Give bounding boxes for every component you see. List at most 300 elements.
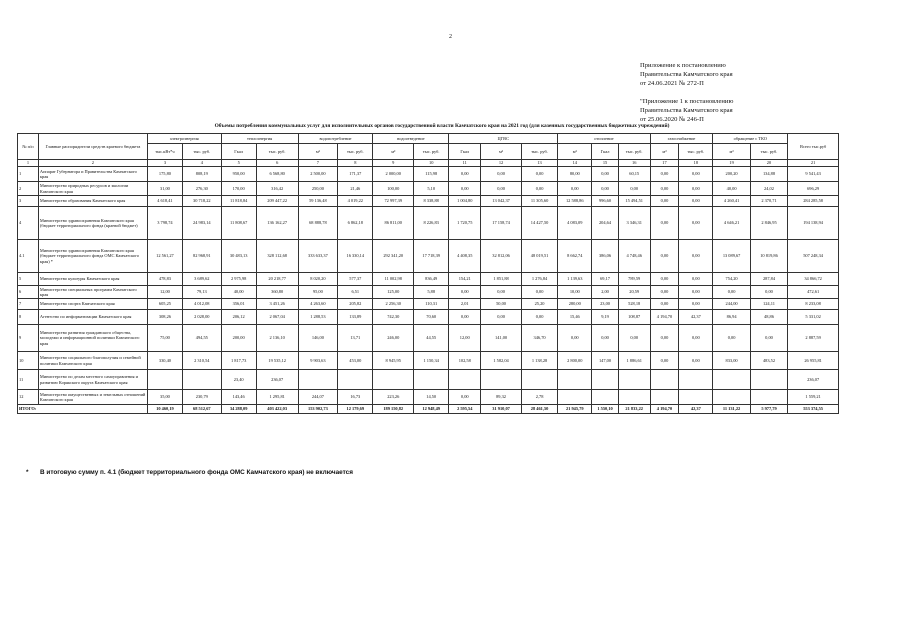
table-cell: 4 408,35 — [449, 240, 481, 273]
row-name: Министерство имущественных и земельных отношений Камчатского края — [38, 390, 147, 405]
table-cell: 0,00 — [679, 182, 713, 196]
header-unit: Гкал — [592, 144, 618, 160]
appendix-line: Правительства Камчатского края — [640, 71, 733, 78]
table-row — [18, 182, 839, 196]
table-cell: 154,21 — [449, 273, 481, 286]
header-column-number: 18 — [679, 160, 713, 167]
table-cell: 95,00 — [298, 286, 338, 299]
table-cell — [650, 370, 679, 390]
total-cell: 153 902,73 — [298, 405, 338, 414]
table-cell: 10,00 — [558, 286, 592, 299]
table-cell: 16 330,14 — [338, 240, 373, 273]
header-unit: м³ — [650, 144, 679, 160]
total-cell: 10 460,19 — [147, 405, 182, 414]
table-cell: 20 218,77 — [256, 273, 298, 286]
table-cell: 25,20 — [521, 299, 557, 310]
header-column-number: 8 — [338, 160, 373, 167]
table-cell: 0,00 — [679, 207, 713, 240]
header-column-number: 5 — [221, 160, 256, 167]
table-cell: 0,00 — [521, 167, 557, 182]
table-cell: 136 162,27 — [256, 207, 298, 240]
row-number: 5 — [18, 273, 39, 286]
table-cell: 44,55 — [414, 325, 449, 352]
table-cell: 0,00 — [481, 286, 522, 299]
table-cell: 19 535,12 — [256, 352, 298, 370]
table-cell: 472,61 — [788, 286, 839, 299]
table-cell: 2,00 — [592, 286, 618, 299]
table-cell: 836,49 — [414, 273, 449, 286]
table-cell: 89,32 — [481, 390, 522, 405]
table-cell: 70,60 — [414, 310, 449, 325]
table-cell: 0,00 — [481, 167, 522, 182]
header-group: ЦГВС — [449, 134, 558, 144]
total-cell: 28 461,50 — [521, 405, 557, 414]
total-label: ИТОГО: — [18, 405, 148, 414]
row-number: 4 — [18, 207, 39, 240]
row-name: Аппарат Губернатора и Правительства Камчатского края — [38, 167, 147, 182]
total-cell: 5 977,79 — [750, 405, 787, 414]
table-cell: 4 618,41 — [147, 196, 182, 207]
header-column-number: 14 — [558, 160, 592, 167]
table-title: Объемы потребления коммунальных услуг для исполнительных органов государственной власти Камчатского края на 2021 год (для казенных государственных бюджетных учреждений) — [214, 123, 670, 129]
header-unit: Гкал — [221, 144, 256, 160]
table-cell — [618, 390, 650, 405]
table-cell: 0,00 — [650, 182, 679, 196]
table-cell: 0,00 — [449, 167, 481, 182]
table-cell: 48,86 — [750, 310, 787, 325]
table-cell: 2 000,00 — [373, 167, 414, 182]
table-cell: 0,00 — [750, 286, 787, 299]
table-cell: 1 886,61 — [618, 352, 650, 370]
table-row — [18, 370, 839, 390]
total-row — [18, 405, 839, 414]
table-cell: 125,00 — [373, 286, 414, 299]
header-column-number: 16 — [618, 160, 650, 167]
table-cell: 30 483,13 — [221, 240, 256, 273]
row-number: 9 — [18, 325, 39, 352]
row-name: Министерство здравоохранения Камчатского края (бюджет территориального фонда ОМС Камчатского края) * — [38, 240, 147, 273]
table-cell: 4 012,08 — [183, 299, 222, 310]
table-cell: 86 811,00 — [373, 207, 414, 240]
table-cell: 146,00 — [298, 325, 338, 352]
header-unit: тыс. руб. — [679, 144, 713, 160]
header-column-number: 21 — [788, 160, 839, 167]
table-cell: 2 136,10 — [256, 325, 298, 352]
table-cell: 0,00 — [650, 167, 679, 182]
row-number: 3 — [18, 196, 39, 207]
row-number: 12 — [18, 390, 39, 405]
table-cell: 1 139,63 — [558, 273, 592, 286]
table-cell — [713, 370, 750, 390]
table-cell: 0,00 — [679, 240, 713, 273]
header-unit: м³ — [481, 144, 522, 160]
table-cell: 577,37 — [338, 273, 373, 286]
table-cell: 1 138,28 — [521, 352, 557, 370]
header-unit: м³ — [558, 144, 592, 160]
header-unit: тыс. руб. — [183, 144, 222, 160]
table-cell: 0,00 — [592, 167, 618, 182]
table-cell: 453,00 — [338, 352, 373, 370]
table-cell — [147, 370, 182, 390]
table-cell: 15,46 — [558, 310, 592, 325]
table-cell: 205,82 — [338, 299, 373, 310]
table-cell: 386,06 — [592, 240, 618, 273]
header-column-number: 2 — [38, 160, 147, 167]
table-cell — [618, 370, 650, 390]
table-cell — [481, 370, 522, 390]
table-cell: 754,20 — [713, 273, 750, 286]
header-unit: тыс. руб. — [618, 144, 650, 160]
table-cell: 2,01 — [449, 299, 481, 310]
table-cell: 696,29 — [788, 182, 839, 196]
table-cell: 12 561,27 — [147, 240, 182, 273]
row-name: Министерство культуры Камчатского края — [38, 273, 147, 286]
table-cell: 5,10 — [414, 182, 449, 196]
table-cell — [449, 370, 481, 390]
table-cell: 108,87 — [618, 310, 650, 325]
table-cell — [750, 390, 787, 405]
table-cell: 11 002,98 — [373, 273, 414, 286]
row-name: Министерство по делам местного самоуправления и развитию Корякского округа Камчатского края — [38, 370, 147, 390]
total-cell: 21 945,79 — [558, 405, 592, 414]
table-cell: 147,00 — [592, 352, 618, 370]
table-cell: 8 338,88 — [414, 196, 449, 207]
table-cell: 40,00 — [221, 286, 256, 299]
table-cell: 8 020,20 — [298, 273, 338, 286]
header-number-row — [18, 160, 839, 167]
table-cell: 0,00 — [481, 310, 522, 325]
appendix-line: "Приложение 1 к постановлению — [640, 98, 734, 105]
table-cell: 2 370,71 — [750, 196, 787, 207]
appendix-line: Правительства Камчатского края — [640, 107, 733, 114]
table-cell: 133,89 — [338, 310, 373, 325]
total-cell: 2 595,54 — [449, 405, 481, 414]
table-cell — [558, 390, 592, 405]
table-cell: 72 997,39 — [373, 196, 414, 207]
table-cell: 280,00 — [558, 299, 592, 310]
table-cell: 1 817,73 — [221, 352, 256, 370]
row-number: 7 — [18, 299, 39, 310]
table-cell: 59 136,48 — [298, 196, 338, 207]
table-row — [18, 167, 839, 182]
table-cell: 2 028,00 — [183, 310, 222, 325]
table-cell: 68 888,78 — [298, 207, 338, 240]
table-cell: 60,15 — [618, 167, 650, 182]
row-name: Министерство природных ресурсов и экологии Камчатского края — [38, 182, 147, 196]
table-cell: 209 447,22 — [256, 196, 298, 207]
table-cell: 12,00 — [147, 286, 182, 299]
table-cell: 110,31 — [414, 299, 449, 310]
table-cell — [414, 370, 449, 390]
header-column-number: 3 — [147, 160, 182, 167]
table-cell: 194 138,94 — [788, 207, 839, 240]
table-cell: 1 150,34 — [414, 352, 449, 370]
total-cell: 189 150,82 — [373, 405, 414, 414]
table-cell: 4 260,41 — [713, 196, 750, 207]
header-column-number: 6 — [256, 160, 298, 167]
table-cell: 244,00 — [713, 299, 750, 310]
table-cell: 35,00 — [147, 390, 182, 405]
table-cell: 206,12 — [221, 310, 256, 325]
table-cell: 2 256,30 — [373, 299, 414, 310]
table-cell: 0,00 — [592, 325, 618, 352]
table-cell: 1 295,81 — [256, 390, 298, 405]
total-cell: 68 512,67 — [183, 405, 222, 414]
table-cell: 141,00 — [481, 325, 522, 352]
total-cell: 4 194,70 — [650, 405, 679, 414]
total-cell: 403 422,03 — [256, 405, 298, 414]
table-cell: 32 812,06 — [481, 240, 522, 273]
table-cell: 0,00 — [558, 325, 592, 352]
row-number: 8 — [18, 310, 39, 325]
table-row — [18, 196, 839, 207]
table-cell: 6 862,18 — [338, 207, 373, 240]
table-cell — [592, 390, 618, 405]
table-cell: 102,58 — [449, 352, 481, 370]
table-cell: 11 808,67 — [221, 207, 256, 240]
table-cell: 8 233,08 — [788, 299, 839, 310]
table-cell: 79,13 — [183, 286, 222, 299]
table-cell: 124,11 — [750, 299, 787, 310]
table-cell: 134,88 — [750, 167, 787, 182]
table-cell: 80,00 — [558, 167, 592, 182]
table-cell: 0,00 — [521, 286, 557, 299]
table-cell: 236,07 — [788, 370, 839, 390]
table-cell: 6,51 — [338, 286, 373, 299]
header-total: Всего тыс.руб — [788, 134, 839, 160]
table-cell: 0,00 — [449, 182, 481, 196]
header-column-number: 1 — [18, 160, 39, 167]
row-name: Министерство социального благополучия и семейной политики Камчатского края — [38, 352, 147, 370]
table-cell: 0,00 — [449, 286, 481, 299]
table-cell: 4 646,21 — [713, 207, 750, 240]
total-cell: 34 288,09 — [221, 405, 256, 414]
table-cell: 1 582,04 — [481, 352, 522, 370]
table-cell: 17 718,39 — [414, 240, 449, 273]
table-cell: 833,00 — [713, 352, 750, 370]
table-cell — [592, 370, 618, 390]
table-row — [18, 390, 839, 405]
table-cell: 328 112,68 — [256, 240, 298, 273]
header-group: обращение с ТКО — [713, 134, 788, 144]
total-cell: 12 179,69 — [338, 405, 373, 414]
appendix-note-current — [640, 61, 840, 88]
table-cell: 31,00 — [147, 182, 182, 196]
table-cell: 4 083,09 — [558, 207, 592, 240]
row-number: 11 — [18, 370, 39, 390]
table-cell: 2 975,98 — [221, 273, 256, 286]
table-cell: 40,00 — [713, 182, 750, 196]
footnote — [26, 469, 353, 476]
table-cell: 2 067,04 — [256, 310, 298, 325]
table-cell: 0,00 — [679, 273, 713, 286]
appendix-note-original — [640, 97, 840, 124]
header-column-number: 17 — [650, 160, 679, 167]
table-row — [18, 273, 839, 286]
table-cell: 2,78 — [521, 390, 557, 405]
table-cell: 12 588,86 — [558, 196, 592, 207]
table-cell: 5,88 — [414, 286, 449, 299]
table-cell: 236,07 — [256, 370, 298, 390]
header-unit: м³ — [298, 144, 338, 160]
header-column-number: 7 — [298, 160, 338, 167]
table-cell: 0,00 — [679, 325, 713, 352]
table-cell: 0,00 — [521, 182, 557, 196]
table-cell: 13 042,37 — [481, 196, 522, 207]
table-cell — [338, 370, 373, 390]
table-cell: 950,00 — [221, 167, 256, 182]
table-cell: 4 194,70 — [650, 310, 679, 325]
table-cell: 789,59 — [618, 273, 650, 286]
table-cell: 8 226,83 — [414, 207, 449, 240]
appendix-line: Приложение к постановлению — [640, 62, 726, 69]
table-cell: 0,00 — [650, 299, 679, 310]
table-cell: 171,37 — [338, 167, 373, 182]
appendix-line: от 25.06.2020 № 246-П — [640, 116, 704, 123]
table-cell: 13 089,67 — [713, 240, 750, 273]
table-cell: 20,59 — [618, 286, 650, 299]
table-cell: 11 818,84 — [221, 196, 256, 207]
table-cell: 1 851,88 — [481, 273, 522, 286]
header-unit: м³ — [713, 144, 750, 160]
table-cell: 50,00 — [481, 299, 522, 310]
header-unit: тыс.кВт*ч — [147, 144, 182, 160]
table-cell: 170,00 — [221, 182, 256, 196]
table-cell: 12,00 — [449, 325, 481, 352]
table-row — [18, 207, 839, 240]
table-cell — [713, 390, 750, 405]
table-cell: 48 019,51 — [521, 240, 557, 273]
table-cell: 287,84 — [750, 273, 787, 286]
total-cell: 31 910,07 — [481, 405, 522, 414]
table-cell — [750, 370, 787, 390]
header-group: электроэнергия — [147, 134, 221, 144]
header-column-number: 11 — [449, 160, 481, 167]
utilities-table — [17, 133, 839, 414]
table-cell: 9 541,43 — [788, 167, 839, 182]
row-name: Министерство образования Камчатского края — [38, 196, 147, 207]
table-cell: 0,00 — [713, 286, 750, 299]
table-cell — [650, 390, 679, 405]
table-cell — [183, 370, 222, 390]
table-cell: 115,98 — [414, 167, 449, 182]
row-name: Министерство спорта Камчатского края — [38, 299, 147, 310]
table-cell: 246,00 — [373, 325, 414, 352]
table-cell: 507 248,34 — [788, 240, 839, 273]
row-name: Министерство здравоохранения Камчатского края (бюджет территориального фонда (краевой бюджет) — [38, 207, 147, 240]
table-cell: 0,00 — [650, 240, 679, 273]
table-cell: 16,73 — [338, 390, 373, 405]
header-column-number: 12 — [481, 160, 522, 167]
header-unit: тыс. руб. — [338, 144, 373, 160]
table-cell: 223,26 — [373, 390, 414, 405]
table-cell: 0,00 — [558, 182, 592, 196]
table-cell: 308,26 — [147, 310, 182, 325]
table-cell: 333 633,37 — [298, 240, 338, 273]
table-cell: 1 276,84 — [521, 273, 557, 286]
header-column-number: 15 — [592, 160, 618, 167]
table-cell: 0,00 — [679, 167, 713, 182]
table-cell: 0,00 — [650, 325, 679, 352]
table-cell — [679, 390, 713, 405]
table-cell: 2 310,54 — [183, 352, 222, 370]
table-cell: 9 903,63 — [298, 352, 338, 370]
table-cell: 808,19 — [183, 167, 222, 182]
row-name: Министерство специальных программ Камчатского края — [38, 286, 147, 299]
header-column-number: 4 — [183, 160, 222, 167]
table-cell: 23,00 — [592, 299, 618, 310]
table-cell: 42,37 — [679, 310, 713, 325]
table-cell: 8 945,95 — [373, 352, 414, 370]
table-row — [18, 352, 839, 370]
table-cell: 478,83 — [147, 273, 182, 286]
table-cell: 483,52 — [750, 352, 787, 370]
table-cell: 175,80 — [147, 167, 182, 182]
table-cell: 0,00 — [592, 182, 618, 196]
total-cell: 1 550,10 — [592, 405, 618, 414]
table-cell: 0,00 — [650, 273, 679, 286]
table-cell: 1 004,80 — [449, 196, 481, 207]
table-row — [18, 286, 839, 299]
footnote-star: * — [26, 469, 29, 476]
table-cell: 528,18 — [618, 299, 650, 310]
table-cell: 13,71 — [338, 325, 373, 352]
table-cell: 1 559,21 — [788, 390, 839, 405]
table-cell: 143,46 — [221, 390, 256, 405]
table-cell: 0,00 — [679, 196, 713, 207]
table-cell: 244,07 — [298, 390, 338, 405]
table-cell: 2 887,59 — [788, 325, 839, 352]
header-column-number: 13 — [521, 160, 557, 167]
total-cell: 12 948,49 — [414, 405, 449, 414]
header-column-number: 10 — [414, 160, 449, 167]
table-cell: 230,79 — [183, 390, 222, 405]
table-cell: 0,00 — [679, 352, 713, 370]
table-cell: 69,17 — [592, 273, 618, 286]
table-cell: 5 331,02 — [788, 310, 839, 325]
header-group-row — [18, 134, 839, 144]
table-cell: 742,30 — [373, 310, 414, 325]
table-cell: 292 341,20 — [373, 240, 414, 273]
table-cell: 3 798,74 — [147, 207, 182, 240]
table-cell: 4 263,60 — [298, 299, 338, 310]
table-cell: 10 819,86 — [750, 240, 787, 273]
table-cell: 200,00 — [221, 325, 256, 352]
table-cell: 3 346,31 — [618, 207, 650, 240]
table-cell: 330,40 — [147, 352, 182, 370]
table-cell: 346,70 — [521, 325, 557, 352]
table-cell: 276,30 — [183, 182, 222, 196]
table-row — [18, 240, 839, 273]
row-number: 6 — [18, 286, 39, 299]
table-cell: 86,94 — [713, 310, 750, 325]
table-cell — [373, 370, 414, 390]
appendix-line: от 24.06.2021 № 272-П — [640, 80, 704, 87]
row-number: 4.1 — [18, 240, 39, 273]
table-cell: 360,80 — [256, 286, 298, 299]
table-cell: 204,64 — [592, 207, 618, 240]
table-cell: 0,00 — [521, 310, 557, 325]
table-cell: 6 568,80 — [256, 167, 298, 182]
table-cell: 0,00 — [679, 299, 713, 310]
table-cell — [558, 370, 592, 390]
table-cell: 14 427,50 — [521, 207, 557, 240]
row-name: Агентство по информатизации Камчатского края — [38, 310, 147, 325]
header-column-number: 19 — [713, 160, 750, 167]
table-row — [18, 299, 839, 310]
table-cell: 100,00 — [373, 182, 414, 196]
table-cell: 1 288,53 — [298, 310, 338, 325]
